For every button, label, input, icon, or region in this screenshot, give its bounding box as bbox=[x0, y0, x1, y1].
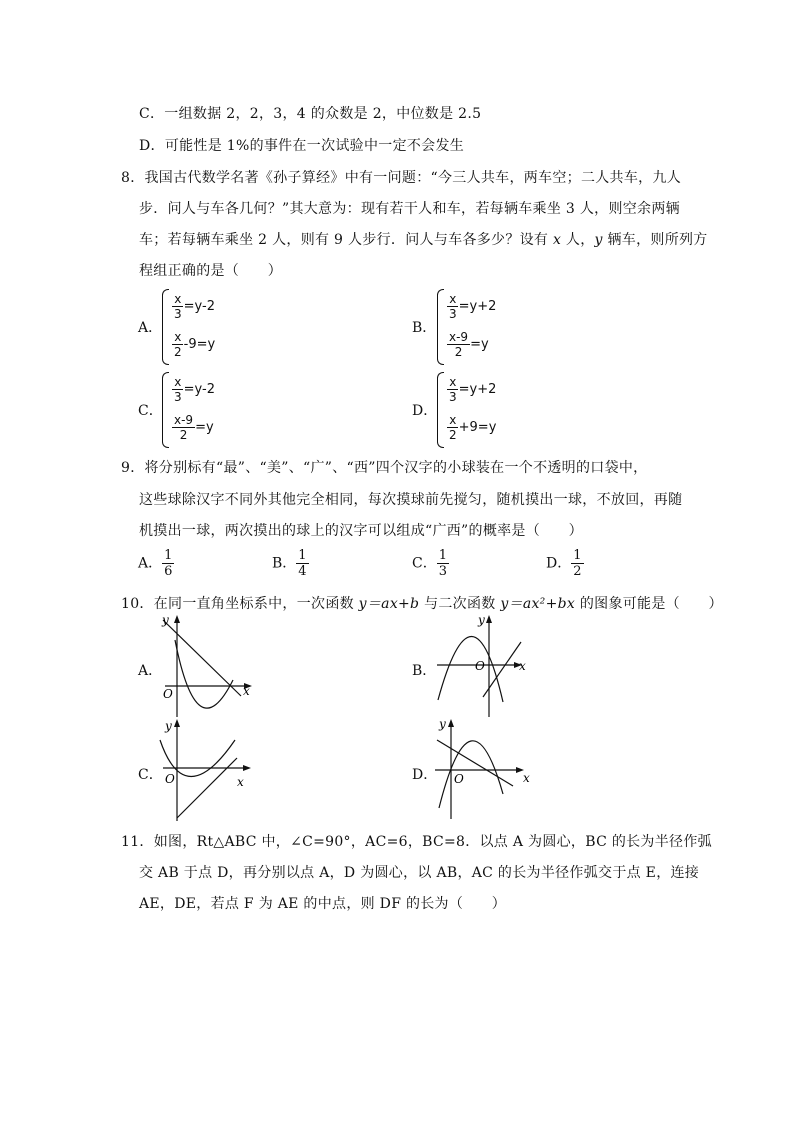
q9-stem-line2: 这些球除汉字不同外其他完全相同，每次摸球前先搅匀，随机摸出一球，不放回，再随 bbox=[139, 492, 683, 508]
y-axis-arrow bbox=[448, 719, 454, 727]
origin-label: O bbox=[454, 772, 464, 786]
q8-stem-line1: 8．我国古代数学名著《孙子算经》中有一问题：“今三人共车，两车空；二人共车，九人 bbox=[121, 170, 682, 186]
x-label: x bbox=[237, 775, 244, 789]
q8-option-d-brace bbox=[437, 372, 444, 448]
q8-option-a-label: A． bbox=[138, 320, 163, 336]
x-axis-arrow bbox=[243, 765, 251, 771]
q8-option-c-label: C． bbox=[138, 403, 163, 419]
q9-stem-line3: 机摸出一球，两次摸出的球上的汉字可以组成“广西”的概率是（ ） bbox=[139, 523, 583, 539]
q11-stem-line3: AE，DE，若点 F 为 AE 的中点，则 DF 的长为（ ） bbox=[139, 896, 507, 912]
line bbox=[163, 620, 241, 696]
parabola bbox=[438, 636, 503, 702]
origin-label: O bbox=[475, 659, 485, 673]
q8-option-a-brace bbox=[162, 289, 169, 365]
q8-stem-line2: 步．问人与车各几何？”其大意为：现有若干人和车，若每辆车乘坐 3 人，则空余两辆 bbox=[139, 201, 680, 217]
q8-option-b-brace bbox=[437, 289, 444, 365]
q9-stem-line1: 9．将分别标有“最”、“美”、“广”、“西”四个汉字的小球装在一个不透明的口袋中， bbox=[121, 460, 648, 476]
q10-graph-b-label: B． bbox=[412, 663, 437, 679]
q10-graph-d bbox=[433, 716, 538, 821]
origin-label: O bbox=[163, 687, 173, 701]
q10-graph-a bbox=[155, 612, 255, 717]
q8-option-a-system: $\frac{x}{3}$ =y-2 $\frac{x}{2}$ -9=y bbox=[174, 291, 216, 359]
q11-stem-line1: 11．如图，Rt△ABC 中，∠C=90°，AC=6，BC=8．以点 A 为圆心，BC 的长为半径作弧 bbox=[121, 834, 712, 850]
y-axis-arrow bbox=[174, 719, 180, 727]
y-label: y bbox=[165, 719, 172, 733]
q8-stem-line4: 程组正确的是（ ） bbox=[139, 263, 282, 279]
q8-option-b-system: $\frac{x}{3}$ =y+2 $\frac{x-9}{2}$ =y bbox=[449, 291, 497, 359]
q10-graph-a-label: A． bbox=[138, 663, 163, 679]
q9-option-c: C． $\frac{1}{3}$ bbox=[412, 548, 447, 579]
q9-option-b: B． $\frac{1}{4}$ bbox=[272, 548, 307, 579]
q10-graph-c-label: C． bbox=[138, 767, 163, 783]
q9-option-d: D． $\frac{1}{2}$ bbox=[546, 548, 582, 579]
q7-option-d: D．可能性是 1%的事件在一次试验中一定不会发生 bbox=[139, 138, 465, 154]
y-label: y bbox=[439, 717, 446, 731]
x-label: x bbox=[519, 659, 526, 673]
line bbox=[177, 758, 237, 818]
q8-option-c-brace bbox=[162, 372, 169, 448]
q8-option-d-system: $\frac{x}{3}$ =y+2 $\frac{x}{2}$ +9=y bbox=[449, 374, 497, 442]
q9-option-a: A． $\frac{1}{6}$ bbox=[138, 548, 173, 579]
q10-stem: 10．在同一直角坐标系中，一次函数 y＝ax+b 与二次函数 y＝ax²+bx 的图象可能是（ ） bbox=[121, 596, 723, 612]
q11-stem-line2: 交 AB 于点 D，再分别以点 A，D 为圆心，以 AB，AC 的长为半径作弧交于点 E，连接 bbox=[139, 865, 700, 881]
q7-option-c: C．一组数据 2，2，3，4 的众数是 2，中位数是 2.5 bbox=[139, 106, 482, 122]
y-axis-arrow bbox=[174, 615, 180, 623]
x-label: x bbox=[523, 771, 530, 785]
q10-graph-c bbox=[155, 718, 255, 823]
y-axis-arrow bbox=[486, 615, 492, 623]
line bbox=[437, 740, 513, 786]
parabola bbox=[175, 640, 233, 708]
q8-option-c-system: $\frac{x}{3}$ =y-2 $\frac{x-9}{2}$ =y bbox=[174, 374, 215, 442]
q8-stem-line3: 车；若每辆车乘坐 2 人，则有 9 人步行．问人与车各多少？设有 x 人，y 辆车，则所列方 bbox=[139, 232, 708, 248]
origin-label: O bbox=[165, 772, 175, 786]
x-label: x bbox=[243, 684, 250, 698]
q8-option-d-label: D． bbox=[412, 403, 438, 419]
y-label: y bbox=[162, 613, 169, 627]
q10-graph-b bbox=[433, 612, 538, 717]
q8-option-b-label: B． bbox=[412, 320, 437, 336]
y-label: y bbox=[478, 613, 485, 627]
q10-graph-d-label: D． bbox=[412, 767, 438, 783]
